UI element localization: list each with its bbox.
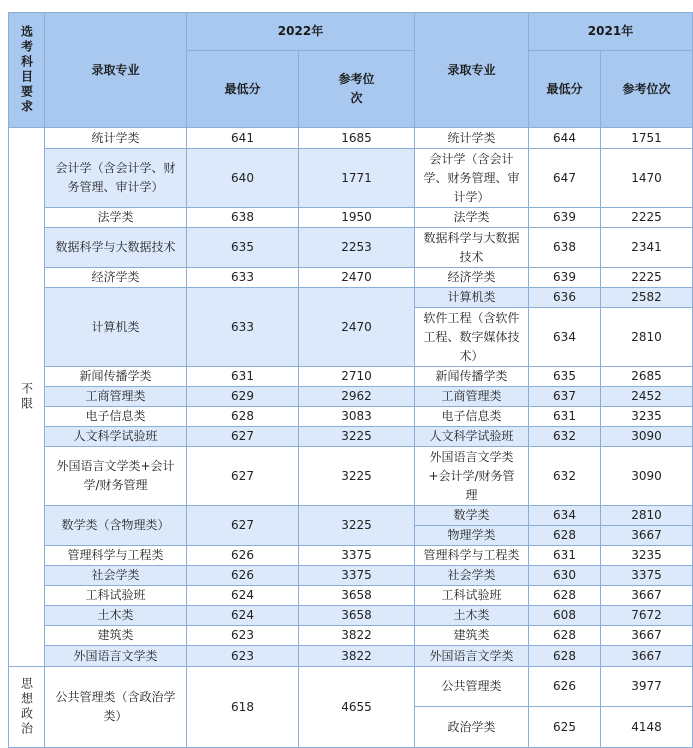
rank-2022: 2470	[298, 287, 415, 367]
rank-2022: 3375	[298, 545, 415, 566]
major-2022: 新闻传播学类	[44, 366, 187, 387]
major-2021: 管理科学与工程类	[414, 545, 529, 566]
min-score-2021: 625	[528, 706, 601, 748]
major-2021: 人文科学试验班	[414, 426, 529, 447]
major-2022: 公共管理类（含政治学类）	[44, 666, 187, 748]
min-score-2021: 644	[528, 127, 601, 149]
rank-2022: 3658	[298, 605, 415, 626]
min-score-2022: 628	[186, 406, 299, 427]
header-rank-2021: 参考位次	[600, 50, 693, 128]
major-2021: 软件工程（含软件工程、数字媒体技术）	[414, 307, 529, 367]
major-2022: 经济学类	[44, 267, 187, 288]
min-score-2021: 638	[528, 227, 601, 268]
rank-2021: 2341	[600, 227, 693, 268]
rank-2022: 3225	[298, 505, 415, 546]
rank-2021: 3090	[600, 446, 693, 506]
major-2022: 外国语言文学类	[44, 645, 187, 667]
rank-2022: 4655	[298, 666, 415, 748]
rank-2021: 2810	[600, 307, 693, 367]
rank-2021: 7672	[600, 605, 693, 626]
rank-2021: 1751	[600, 127, 693, 149]
rank-2021: 3977	[600, 666, 693, 707]
min-score-2021: 639	[528, 267, 601, 288]
major-2021: 土木类	[414, 605, 529, 626]
rank-2021: 3090	[600, 426, 693, 447]
min-score-2021: 635	[528, 366, 601, 387]
group-cell: 思想政治	[8, 666, 45, 748]
major-2022: 工商管理类	[44, 386, 187, 407]
min-score-2022: 623	[186, 625, 299, 646]
min-score-2022: 627	[186, 426, 299, 447]
min-score-2021: 639	[528, 207, 601, 228]
min-score-2022: 633	[186, 267, 299, 288]
major-2021: 物理学类	[414, 525, 529, 546]
rank-2022: 3822	[298, 625, 415, 646]
min-score-2021: 636	[528, 287, 601, 308]
header-year-2021: 2021年	[528, 12, 693, 51]
major-2022: 社会学类	[44, 565, 187, 586]
min-score-2021: 632	[528, 426, 601, 447]
major-2022: 会计学（含会计学、财务管理、审计学）	[44, 148, 187, 208]
min-score-2022: 635	[186, 227, 299, 268]
min-score-2022: 624	[186, 605, 299, 626]
min-score-2021: 626	[528, 666, 601, 707]
major-2022: 外国语言文学类+会计学/财务管理	[44, 446, 187, 506]
rank-2022: 3375	[298, 565, 415, 586]
rank-2022: 2470	[298, 267, 415, 288]
header-min-score-2022: 最低分	[186, 50, 299, 128]
min-score-2022: 633	[186, 287, 299, 367]
rank-2022: 3225	[298, 426, 415, 447]
min-score-2021: 628	[528, 525, 601, 546]
min-score-2022: 638	[186, 207, 299, 228]
rank-2021: 2685	[600, 366, 693, 387]
rank-2022: 1950	[298, 207, 415, 228]
major-2022: 建筑类	[44, 625, 187, 646]
rank-2022: 2962	[298, 386, 415, 407]
rank-2021: 3235	[600, 406, 693, 427]
major-2022: 数学类（含物理类）	[44, 505, 187, 546]
group-cell: 不限	[8, 127, 45, 667]
header-min-score-2021: 最低分	[528, 50, 601, 128]
major-2022: 工科试验班	[44, 585, 187, 606]
min-score-2022: 624	[186, 585, 299, 606]
header-major-2021: 录取专业	[414, 12, 529, 128]
major-2021: 会计学（含会计学、财务管理、审计学）	[414, 148, 529, 208]
rank-2022: 2710	[298, 366, 415, 387]
major-2021: 计算机类	[414, 287, 529, 308]
min-score-2021: 628	[528, 625, 601, 646]
min-score-2022: 640	[186, 148, 299, 208]
min-score-2021: 634	[528, 307, 601, 367]
header-year-2022: 2022年	[186, 12, 415, 51]
major-2021: 公共管理类	[414, 666, 529, 707]
major-2021: 建筑类	[414, 625, 529, 646]
rank-2021: 3235	[600, 545, 693, 566]
rank-2021: 3667	[600, 625, 693, 646]
major-2021: 经济学类	[414, 267, 529, 288]
major-2021: 法学类	[414, 207, 529, 228]
min-score-2021: 631	[528, 406, 601, 427]
major-2021: 外国语言文学类	[414, 645, 529, 667]
rank-2021: 3667	[600, 525, 693, 546]
min-score-2021: 631	[528, 545, 601, 566]
header-requirement: 选考科目要求	[8, 12, 45, 128]
major-2021: 工科试验班	[414, 585, 529, 606]
major-2021: 社会学类	[414, 565, 529, 586]
rank-2022: 1771	[298, 148, 415, 208]
min-score-2022: 626	[186, 565, 299, 586]
min-score-2021: 630	[528, 565, 601, 586]
rank-2021: 1470	[600, 148, 693, 208]
major-2022: 人文科学试验班	[44, 426, 187, 447]
rank-2021: 2452	[600, 386, 693, 407]
min-score-2022: 627	[186, 446, 299, 506]
min-score-2022: 641	[186, 127, 299, 149]
min-score-2022: 629	[186, 386, 299, 407]
major-2021: 政治学类	[414, 706, 529, 748]
major-2021: 数学类	[414, 505, 529, 526]
major-2022: 法学类	[44, 207, 187, 228]
major-2021: 新闻传播学类	[414, 366, 529, 387]
major-2022: 管理科学与工程类	[44, 545, 187, 566]
rank-2021: 3667	[600, 585, 693, 606]
rank-2021: 2582	[600, 287, 693, 308]
major-2021: 数据科学与大数据技术	[414, 227, 529, 268]
header-major-2022: 录取专业	[44, 12, 187, 128]
major-2022: 土木类	[44, 605, 187, 626]
min-score-2021: 647	[528, 148, 601, 208]
major-2022: 统计学类	[44, 127, 187, 149]
rank-2022: 2253	[298, 227, 415, 268]
min-score-2021: 628	[528, 585, 601, 606]
major-2021: 工商管理类	[414, 386, 529, 407]
rank-2022: 3822	[298, 645, 415, 667]
major-2021: 统计学类	[414, 127, 529, 149]
rank-2021: 3375	[600, 565, 693, 586]
min-score-2022: 623	[186, 645, 299, 667]
major-2021: 外国语言文学类+会计学/财务管理	[414, 446, 529, 506]
major-2022: 数据科学与大数据技术	[44, 227, 187, 268]
min-score-2021: 608	[528, 605, 601, 626]
rank-2022: 3658	[298, 585, 415, 606]
major-2022: 计算机类	[44, 287, 187, 367]
header-rank-2022: 参考位次	[298, 50, 415, 128]
rank-2022: 3225	[298, 446, 415, 506]
min-score-2022: 626	[186, 545, 299, 566]
rank-2021: 2810	[600, 505, 693, 526]
major-2022: 电子信息类	[44, 406, 187, 427]
min-score-2021: 637	[528, 386, 601, 407]
min-score-2021: 634	[528, 505, 601, 526]
min-score-2022: 627	[186, 505, 299, 546]
rank-2022: 3083	[298, 406, 415, 427]
rank-2021: 3667	[600, 645, 693, 667]
min-score-2022: 618	[186, 666, 299, 748]
rank-2022: 1685	[298, 127, 415, 149]
major-2021: 电子信息类	[414, 406, 529, 427]
rank-2021: 2225	[600, 267, 693, 288]
min-score-2021: 628	[528, 645, 601, 667]
min-score-2021: 632	[528, 446, 601, 506]
rank-2021: 2225	[600, 207, 693, 228]
min-score-2022: 631	[186, 366, 299, 387]
rank-2021: 4148	[600, 706, 693, 748]
